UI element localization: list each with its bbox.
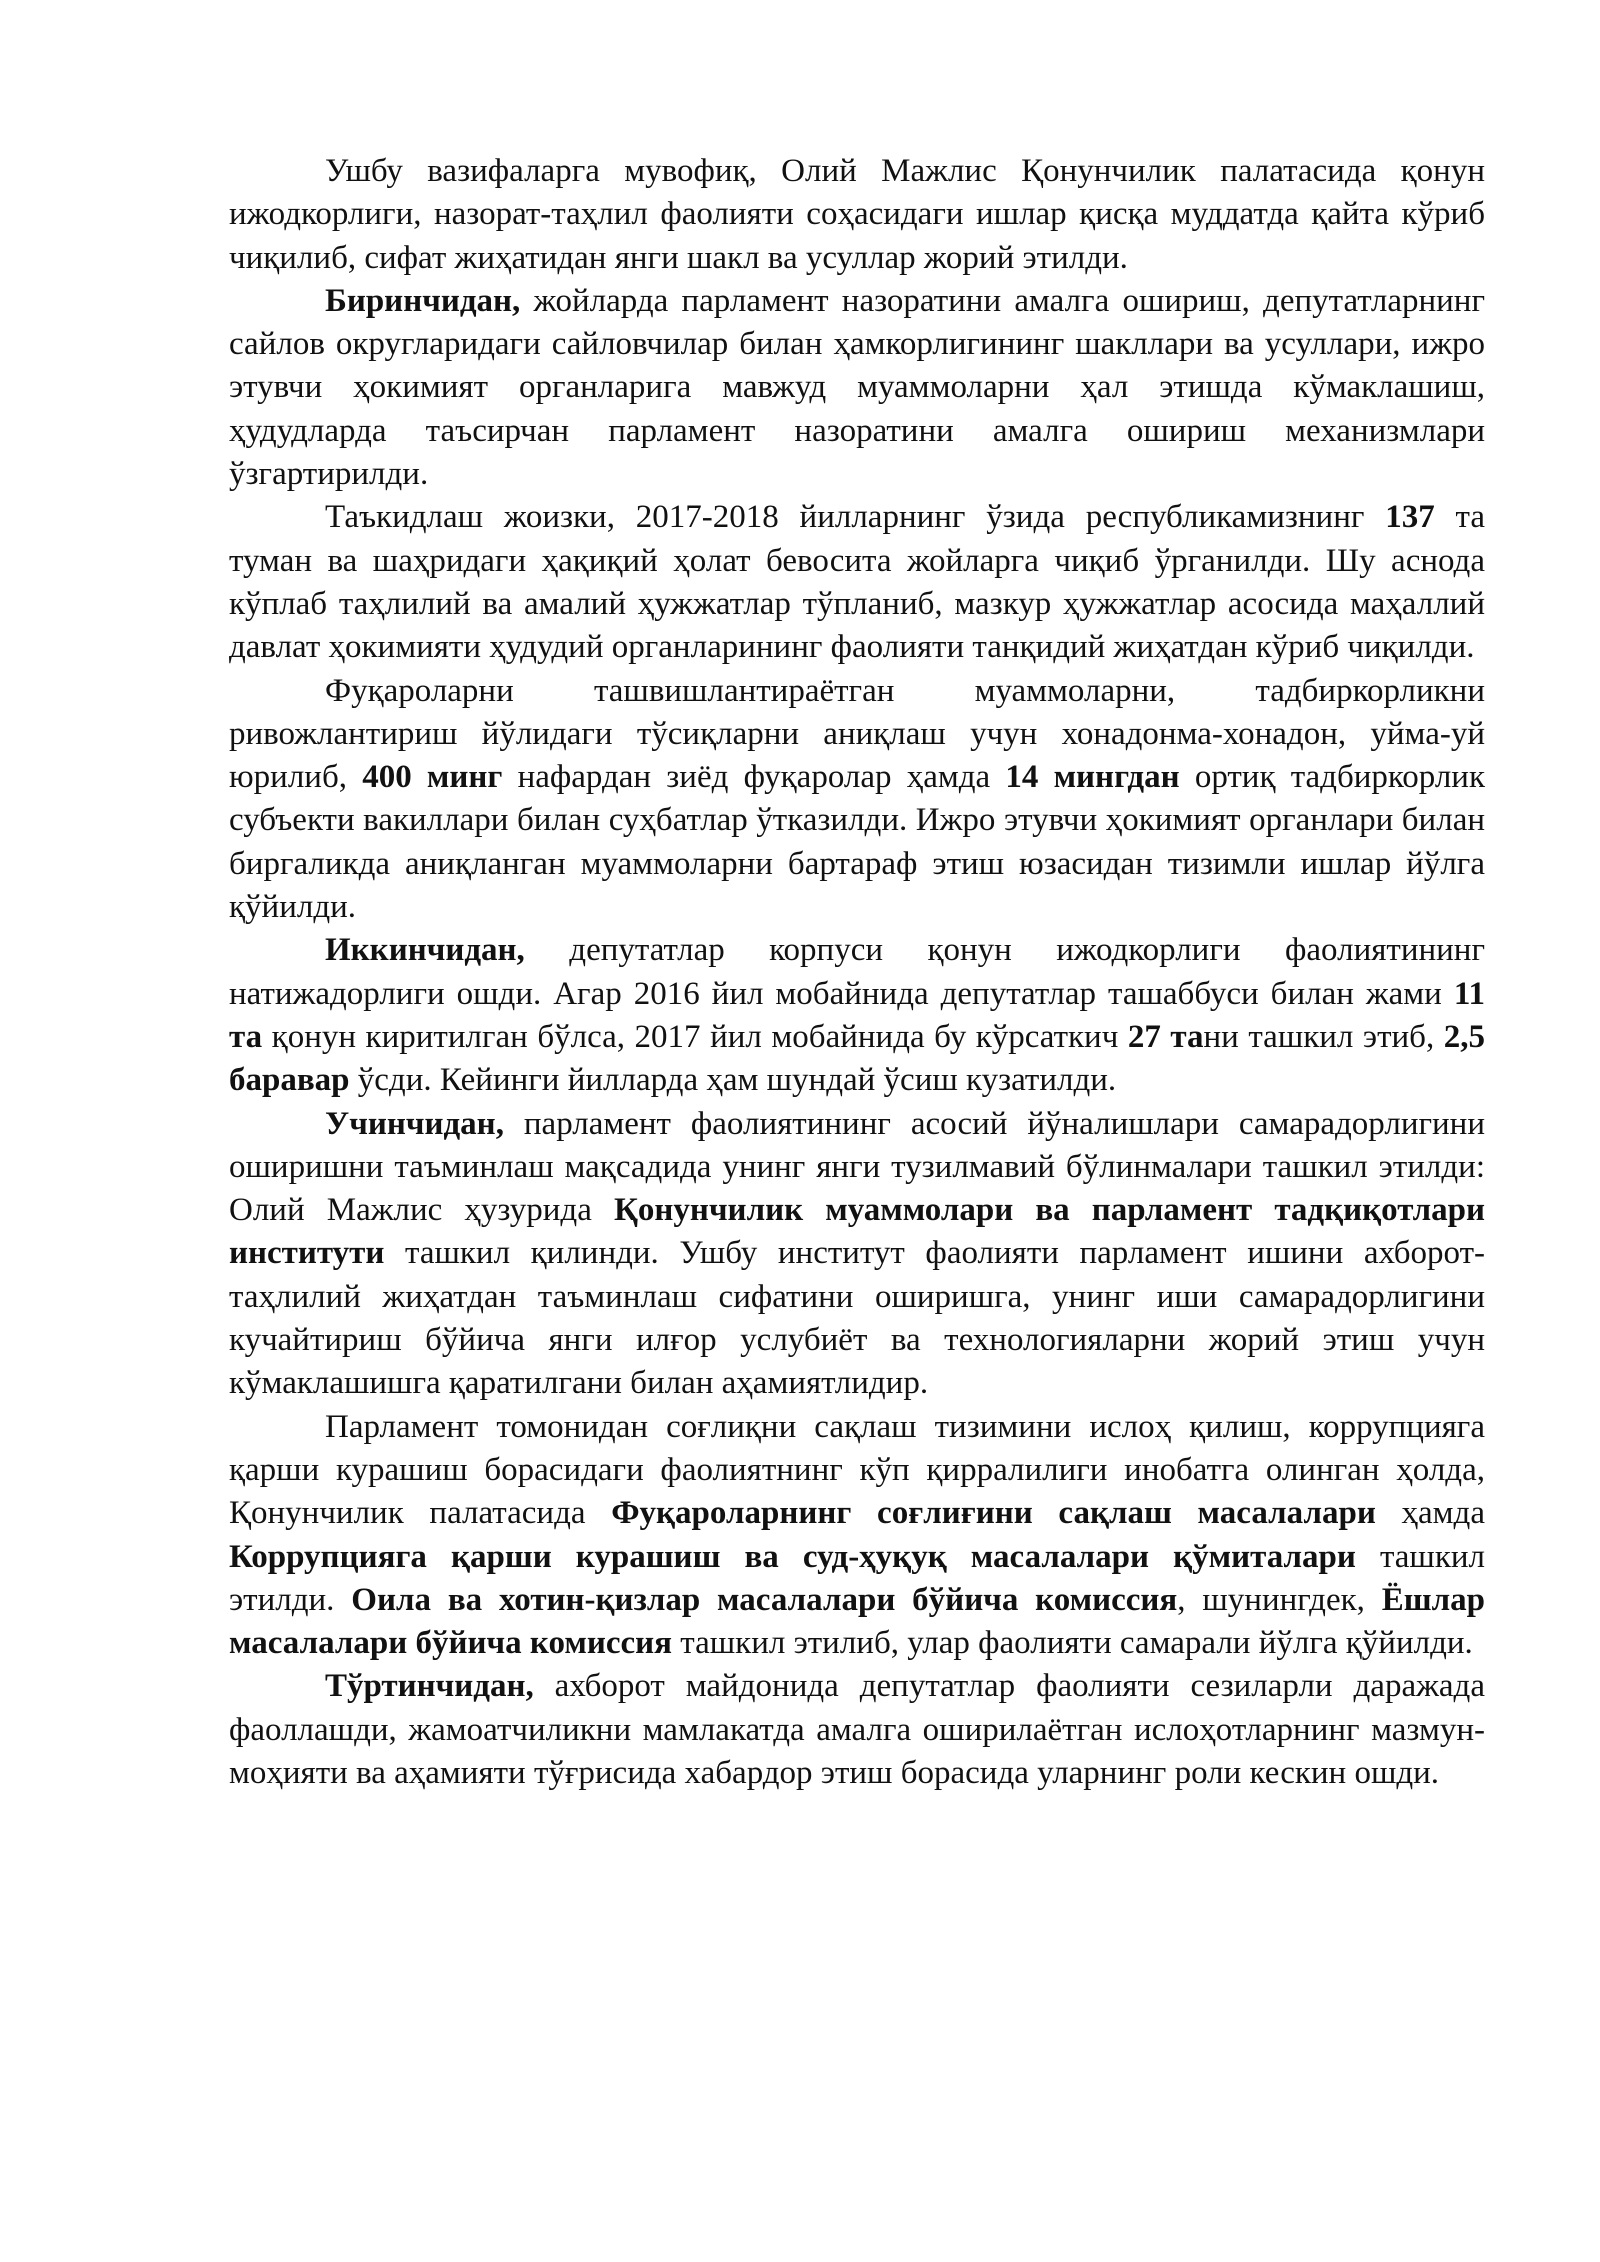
text-run: Фуқароларни ташвишлантираётган муаммоларни, тадбиркорликни ривожлантириш йўлидаги тўсиқларни аниқлаш учун хонадонма-хонадон, уйма-уй юрилиб,: [229, 672, 1485, 796]
bold-text-run: Ёшлар масалалари бўйича комиссия: [229, 1581, 1485, 1662]
bold-text-run: Оила ва хотин-қизлар масалалари бўйича комиссия: [351, 1581, 1178, 1618]
text-run: ташкил этилиб, улар фаолияти самарали йўлга қўйилди.: [672, 1625, 1473, 1662]
paragraph: [229, 1103, 1485, 1406]
paragraph: [229, 670, 1485, 930]
text-run: Ушбу вазифаларга мувофиқ, Олий Мажлис Қонунчилик палатасида қонун ижодкорлиги, назорат-таҳлил фаолияти соҳасидаги ишлар қисқа муддатда қайта кўриб чиқилиб, сифат жиҳатидан янги шакл ва усуллар жорий этилди.: [229, 153, 1485, 276]
bold-text-run: Қонунчилик муаммолари ва парламент тадқиқотлари институти: [229, 1192, 1485, 1272]
bold-text-run: Фуқароларнинг соғлиғини сақлаш масалалари: [611, 1495, 1376, 1532]
text-run: жойларда парламент назоратини амалга ошириш, депутатларнинг сайлов округларидаги сайловчилар билан ҳамкорлигининг шакллари ва усуллари, ижро этувчи ҳокимият органларига мавжуд муаммоларни ҳал этишда кўмаклашиш, ҳудудларда таъсирчан парламент назоратини амалга ошириш механизмлари ўзгартирилди.: [229, 282, 1485, 493]
bold-text-run: 137: [1385, 499, 1435, 536]
document-body: [229, 150, 1485, 1795]
bold-text-run: Коррупцияга қарши курашиш ва суд-ҳуқуқ масалалари қўмиталари: [229, 1538, 1356, 1575]
bold-text-run: Тўртинчидан,: [325, 1668, 534, 1705]
bold-text-run: Иккинчидан,: [325, 932, 525, 969]
text-run: ташкил этилди.: [229, 1538, 1485, 1618]
paragraph: [229, 929, 1485, 1102]
text-run: ни ташкил этиб,: [1203, 1018, 1444, 1055]
text-run: парламент фаолиятининг асосий йўналишлари самарадорлигини оширишни таъминлаш мақсадида унинг янги тузилмавий бўлинмалари ташкил этилди: Олий Мажлис ҳузурида: [229, 1105, 1485, 1229]
bold-text-run: Учинчидан,: [325, 1105, 504, 1142]
bold-text-run: 400 минг: [362, 759, 503, 796]
text-run: ортиқ тадбиркорлик субъекти вакиллари билан суҳбатлар ўтказилди. Ижро этувчи ҳокимият органлари билан биргаликда аниқланган муаммоларни бартараф этиш юзасидан тизимли ишлар йўлга қўйилди.: [229, 759, 1485, 926]
text-run: Парламент томонидан соғлиқни сақлаш тизимини ислоҳ қилиш, коррупцияга қарши курашиш борасидаги фаолиятнинг кўп қирралилиги инобатга олинган ҳолда, Қонунчилик палатасида: [229, 1408, 1485, 1532]
text-run: қонун киритилган бўлса, 2017 йил мобайнида бу кўрсаткич: [262, 1018, 1128, 1055]
text-run: депутатлар корпуси қонун ижодкорлиги фаолиятининг натижадорлиги ошди. Агар 2016 йил мобайнида депутатлар ташаббуси билан жами: [229, 932, 1485, 1012]
paragraph: [229, 150, 1485, 280]
paragraph: [229, 280, 1485, 496]
bold-text-run: Биринчидан,: [325, 282, 521, 319]
paragraph: [229, 1406, 1485, 1666]
bold-text-run: 2,5 баравар: [229, 1018, 1485, 1099]
text-run: ахборот майдонида депутатлар фаолияти сезиларли даражада фаоллашди, жамоатчиликни мамлакатда амалга оширилаётган ислоҳотларнинг мазмун-моҳияти ва аҳамияти тўғрисида хабардор этиш борасида уларнинг роли кескин ошди.: [229, 1668, 1485, 1791]
text-run: ўсди. Кейинги йилларда ҳам шундай ўсиш кузатилди.: [349, 1062, 1117, 1099]
text-run: , шунингдек,: [1177, 1581, 1382, 1618]
bold-text-run: 14 мингдан: [1005, 759, 1180, 796]
bold-text-run: 27 та: [1127, 1018, 1204, 1055]
text-run: Таъкидлаш жоизки, 2017-2018 йилларнинг ўзида республикамизнинг: [325, 499, 1386, 536]
bold-text-run: 11 та: [229, 975, 1485, 1055]
text-run: та туман ва шаҳридаги ҳақиқий ҳолат бевосита жойларга чиқиб ўрганилди. Шу аснода кўплаб таҳлилий ва амалий ҳужжатлар тўпланиб, мазкур ҳужжатлар асосида маҳаллий давлат ҳокимияти ҳудудий органларининг фаолияти танқидий жиҳатдан кўриб чиқилди.: [229, 499, 1485, 666]
text-run: нафардан зиёд фуқаролар ҳамда: [502, 759, 1006, 796]
paragraph: [229, 1665, 1485, 1795]
text-run: ҳамда: [1375, 1495, 1485, 1532]
text-run: ташкил қилинди. Ушбу институт фаолияти парламент ишини ахборот-таҳлилий жиҳатдан таъминлаш сифатини оширишга, унинг иши самарадорлигини кучайтириш бўйича янги илғор услубиёт ва технологияларни жорий этиш учун кўмаклашишга қаратилгани билан аҳамиятлидир.: [229, 1235, 1485, 1402]
paragraph: [229, 496, 1485, 669]
